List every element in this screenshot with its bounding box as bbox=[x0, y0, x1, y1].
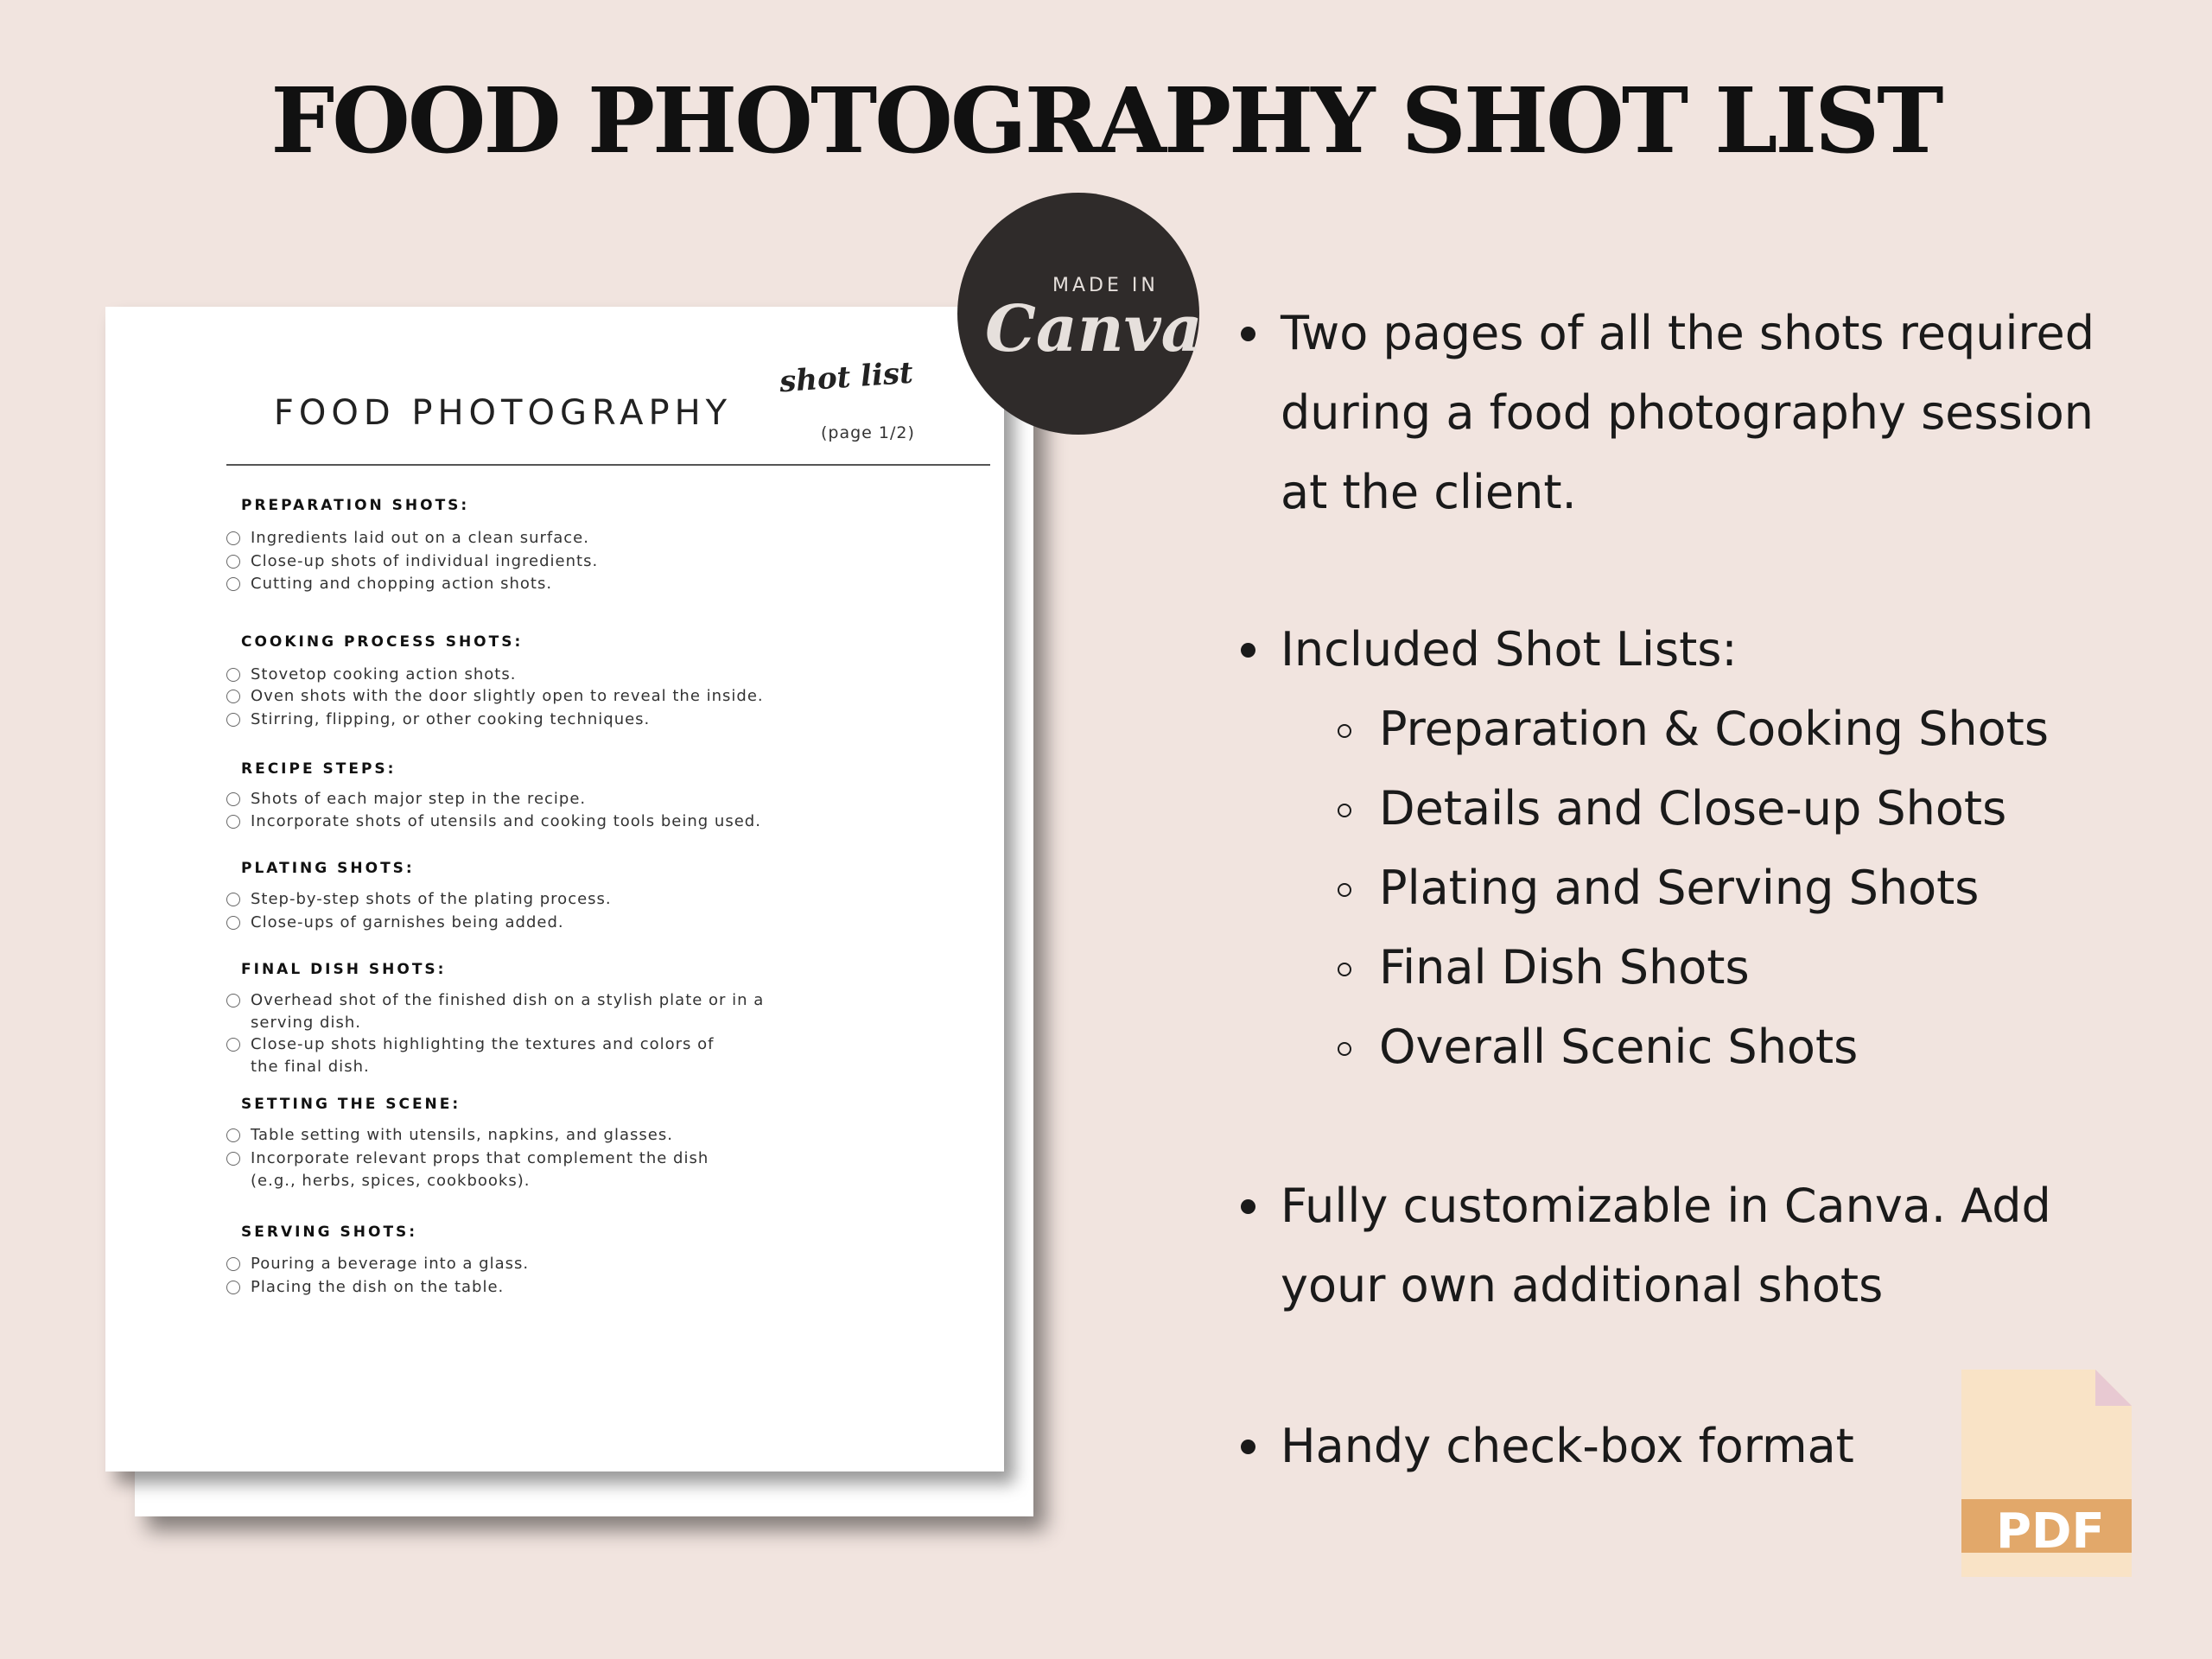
hollow-bullet-icon bbox=[1338, 724, 1351, 738]
hollow-bullet-icon bbox=[1338, 804, 1351, 817]
section-heading: PREPARATION SHOTS: bbox=[241, 497, 470, 514]
sub-bullet bbox=[1379, 1007, 2157, 1087]
checkbox-icon[interactable] bbox=[226, 713, 240, 727]
section-heading: RECIPE STEPS: bbox=[241, 760, 397, 778]
checkbox-icon[interactable] bbox=[226, 1038, 240, 1052]
sub-bullet-text: Details and Close-up Shots bbox=[1379, 781, 2007, 836]
bullet-icon bbox=[1241, 327, 1255, 341]
page-title: FOOD PHOTOGRAPHY SHOT LIST bbox=[270, 67, 1942, 174]
section-heading: SERVING SHOTS: bbox=[241, 1224, 418, 1241]
sub-bullet-text: Preparation & Cooking Shots bbox=[1379, 702, 2049, 756]
badge-made-in-text: MADE IN bbox=[1052, 275, 1159, 296]
bullet-icon bbox=[1241, 1199, 1255, 1214]
checkbox-icon[interactable] bbox=[226, 577, 240, 591]
pdf-label: PDF bbox=[1996, 1503, 2105, 1560]
checkbox-icon[interactable] bbox=[226, 1257, 240, 1271]
hollow-bullet-icon bbox=[1338, 1042, 1351, 1056]
sub-bullet bbox=[1379, 928, 2157, 1007]
pdf-file-icon bbox=[1961, 1370, 2132, 1577]
bullet-icon bbox=[1241, 1440, 1255, 1454]
sub-bullet bbox=[1379, 849, 2157, 928]
section-heading: SETTING THE SCENE: bbox=[241, 1096, 461, 1113]
checkbox-icon[interactable] bbox=[226, 668, 240, 682]
checkbox-icon[interactable] bbox=[226, 916, 240, 930]
hollow-bullet-icon bbox=[1338, 883, 1351, 897]
checkbox-icon[interactable] bbox=[226, 1281, 240, 1294]
feature-text: Two pages of all the shots required bbox=[1281, 306, 2094, 360]
checkbox-icon[interactable] bbox=[226, 555, 240, 569]
feature-text: Included Shot Lists: bbox=[1281, 622, 1738, 677]
document-page-front: FOOD PHOTOGRAPHY shot list (page 1/2) PREPARATION SHOTS: Ingredients laid out on a clean surface. Close-up shots of individual ingredients. Cutting and chopping action shots. COOKING PROCESS SHOTS: Stovetop cooking action shots. Oven shots with the door slightly open to reveal the inside. Stirring, flipping, or other cooking techniques. RECIPE STEPS: Shots of each major step in the recipe. Incorporate shots of utensils and cooking tools being used. PLATING SHOTS: Step-by-step shots of the plating process. Close-ups of garnishes being added. FINAL DISH SHOTS: Overhead shot of the finished dish on a stylish plate or in a serving dish. Close-up shots highlighting the textures and colors of the final dish. SETTING THE SCENE: Table setting with utensils, napkins, and glasses. Incorporate relevant props that complement the dish (e.g., herbs, spices, cookbooks). SERVING SHOTS: Pouring a beverage into a glass. Placing the dish on the table. bbox=[105, 307, 1004, 1471]
feature-text: during a food photography session bbox=[1281, 385, 2094, 440]
checkbox-icon[interactable] bbox=[226, 690, 240, 703]
feature-text: Handy check-box format bbox=[1281, 1419, 1854, 1473]
document-script-title: shot list bbox=[778, 355, 914, 400]
bullet-icon bbox=[1241, 643, 1255, 658]
section-heading: FINAL DISH SHOTS: bbox=[241, 961, 447, 978]
checkbox-icon[interactable] bbox=[226, 1128, 240, 1142]
document-title: FOOD PHOTOGRAPHY bbox=[273, 393, 733, 433]
checkbox-icon[interactable] bbox=[226, 792, 240, 806]
checkbox-icon[interactable] bbox=[226, 1152, 240, 1166]
feature-text: at the client. bbox=[1281, 465, 1577, 519]
feature-bullet bbox=[1281, 1166, 2179, 1325]
canva-logo: Canva bbox=[985, 292, 1203, 366]
sub-bullet-text: Plating and Serving Shots bbox=[1379, 861, 1980, 915]
sub-bullet-text: Overall Scenic Shots bbox=[1379, 1020, 1859, 1074]
feature-bullet bbox=[1281, 610, 2179, 690]
feature-bullet bbox=[1281, 294, 2179, 532]
sub-bullet-text: Final Dish Shots bbox=[1379, 940, 1750, 995]
sub-bullet bbox=[1379, 690, 2157, 769]
checkbox-icon[interactable] bbox=[226, 531, 240, 545]
document-divider bbox=[226, 464, 990, 466]
checkbox-icon[interactable] bbox=[226, 815, 240, 829]
sub-bullet bbox=[1379, 769, 2157, 849]
feature-text: your own additional shots bbox=[1281, 1258, 1884, 1313]
feature-text: Fully customizable in Canva. Add bbox=[1281, 1179, 2051, 1233]
document-page-number: (page 1/2) bbox=[821, 423, 915, 442]
section-heading: COOKING PROCESS SHOTS: bbox=[241, 633, 524, 651]
checkbox-icon[interactable] bbox=[226, 994, 240, 1007]
checkbox-icon[interactable] bbox=[226, 893, 240, 906]
section-heading: PLATING SHOTS: bbox=[241, 860, 415, 877]
hollow-bullet-icon bbox=[1338, 963, 1351, 976]
made-in-canva-badge bbox=[957, 193, 1203, 435]
